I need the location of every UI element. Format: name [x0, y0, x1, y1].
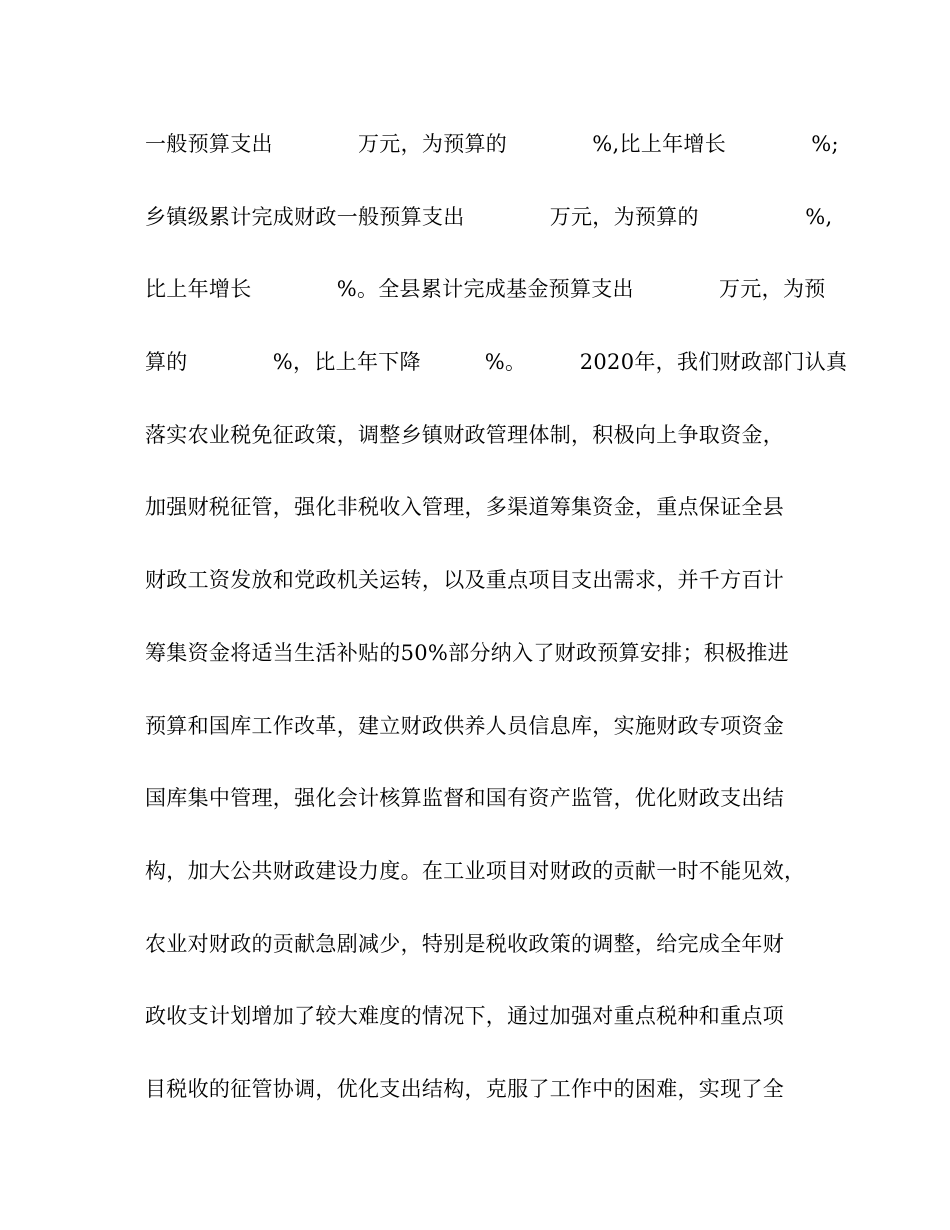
text-line-5: 落实农业税免征政策，调整乡镇财政管理体制，积极向上争取资金， — [145, 422, 784, 447]
text-line-11: 构，加大公共财政建设力度。在工业项目对财政的贡献一时不能见效， — [145, 858, 806, 883]
text-line-1: 一般预算支出 万元，为预算的 %,比上年增长 %; — [145, 132, 839, 156]
text-line-13: 政收支计划增加了较大难度的情况下，通过加强对重点税种和重点项 — [145, 1004, 784, 1029]
text-line-4: 算的 %，比上年下降 %。 2020年，我们财政部门认真 — [145, 350, 848, 375]
text-line-10: 国库集中管理，强化会计核算监督和国有资产监管，优化财政支出结 — [145, 786, 784, 811]
text-line-9: 预算和国库工作改革，建立财政供养人员信息库，实施财政专项资金 — [145, 713, 784, 738]
text-line-7: 财政工资发放和党政机关运转，以及重点项目支出需求，并千方百计 — [145, 568, 784, 593]
text-line-14: 目税收的征管协调，优化支出结构，克服了工作中的困难，实现了全 — [145, 1076, 784, 1101]
text-line-12: 农业对财政的贡献急剧减少，特别是税收政策的调整，给完成全年财 — [145, 931, 784, 956]
text-line-3: 比上年增长 %。全县累计完成基金预算支出 万元，为预 — [145, 277, 826, 302]
text-line-2: 乡镇级累计完成财政一般预算支出 万元，为预算的 %, — [145, 204, 833, 229]
text-line-6: 加强财税征管，强化非税收入管理，多渠道筹集资金，重点保证全县 — [145, 495, 784, 520]
body-text — [145, 121, 848, 1139]
text-line-8: 筹集资金将适当生活补贴的50%部分纳入了财政预算安排；积极推进 — [145, 640, 789, 665]
